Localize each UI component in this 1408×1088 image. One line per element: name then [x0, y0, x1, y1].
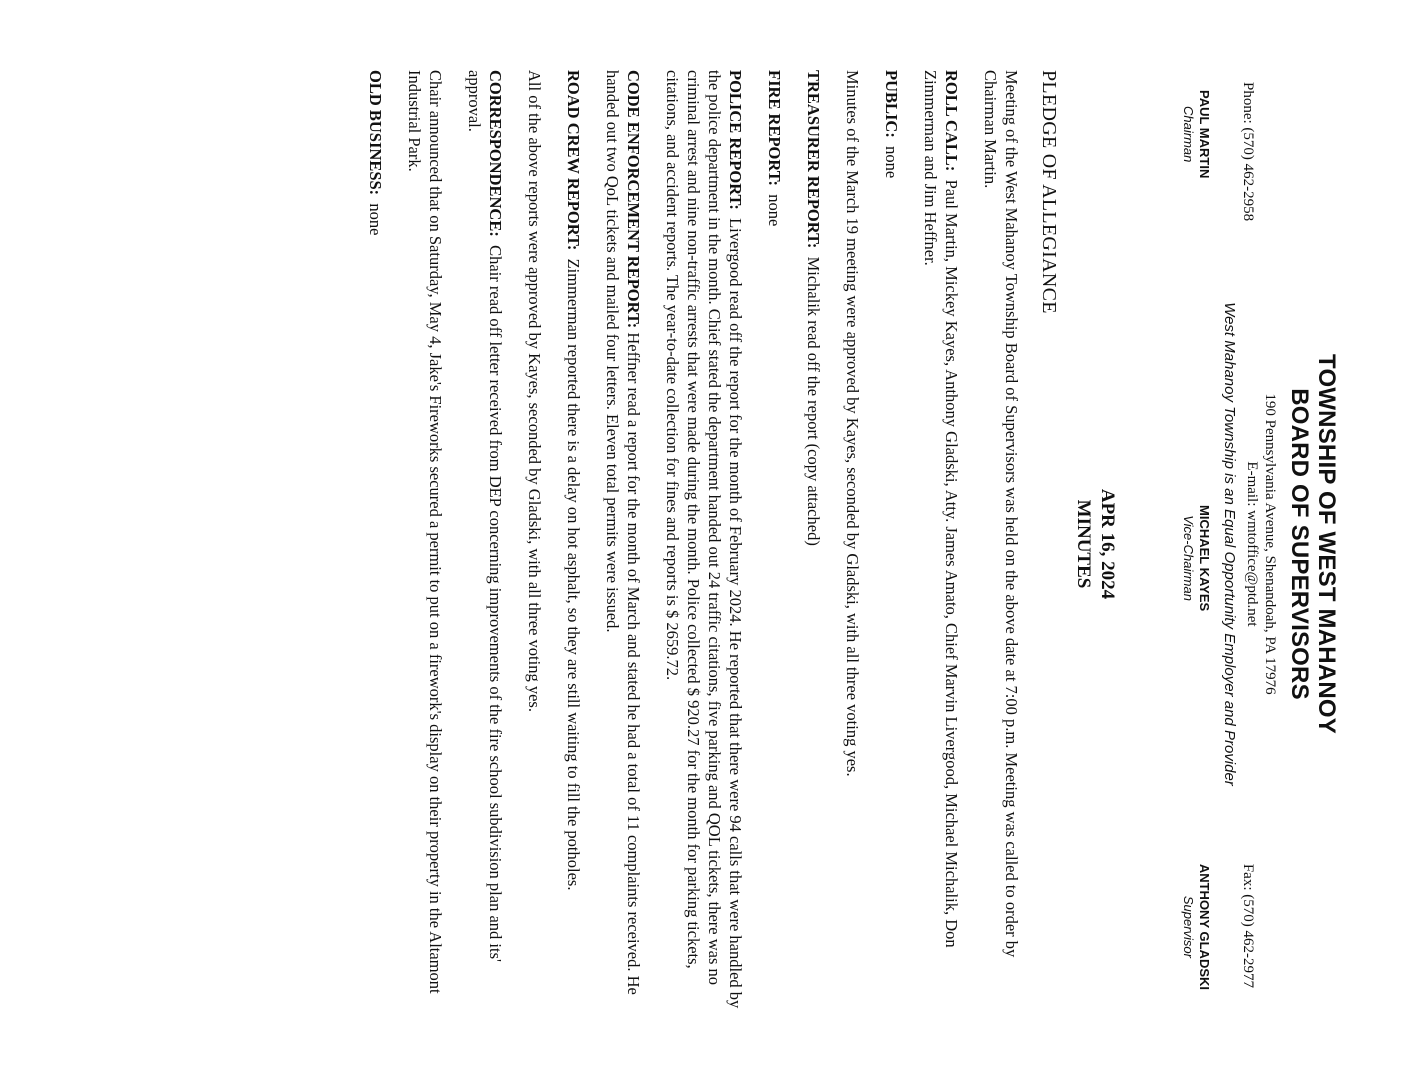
township-address: 190 Pennsylvania Avenue, Shenandoah, PA 17976 — [1262, 393, 1278, 695]
officer-name: MICHAEL KAYES — [1197, 505, 1212, 612]
section-heading: ROAD CREW REPORT: — [564, 70, 583, 251]
pledge-of-allegiance: PLEDGE OF ALLEGIANCE — [1038, 70, 1060, 314]
section-text: Minutes of the March 19 meeting were approved by Kayes, seconded by Gladski, with all three voting yes. — [843, 70, 862, 777]
title-line-2: BOARD OF SUPERVISORS — [1286, 388, 1313, 700]
minutes-body — [365, 70, 1022, 1018]
officer-role: Vice-Chairman — [1181, 515, 1196, 601]
section-heading: CORRESPONDENCE: — [486, 70, 505, 237]
meeting-date: APR 16, 2024 — [1097, 488, 1118, 600]
phone-number: Phone: (570) 462-2958 — [1240, 82, 1256, 222]
document-type: MINUTES — [1073, 499, 1094, 589]
paragraph-call-to-order — [980, 70, 1022, 1018]
section-heading: CODE ENFORCEMENT REPORT: — [624, 70, 643, 329]
section-text: Chair announced that on Saturday, May 4, Jake's Fireworks secured a permit to put on a firework's display on their property in the Altamont Industrial Park. — [405, 70, 445, 994]
paragraph-police-report — [662, 70, 746, 1018]
section-text: Livergood read off the report for the month of February 2024. He reported that there were 94 calls that were handled by the police department in the month. Chief stated the department handed out 24 traffic citations, five parking and QOL tickets, there was no criminal arrest and nine non-traffic arrests that were made during the month. Police collected $ 920.27 for the month for parking tickets, citations, and accident reports. The year-to-date collection for fines and reports is $ 2659.72. — [663, 70, 745, 1009]
section-text: Michalik read off the report (copy attached) — [804, 256, 823, 546]
section-text: Heffner read a report for the month of March and stated he had a total of 11 complaints received. He handed out two QoL tickets and mailed four letters. Eleven total permits were issued. — [603, 70, 643, 995]
township-title — [1286, 70, 1340, 1018]
section-heading: TREASURER REPORT: — [804, 70, 823, 249]
section-heading: ROLL CALL: — [942, 70, 961, 172]
paragraph-correspondence — [464, 70, 506, 1018]
section-text: Paul Martin, Mickey Kayes, Anthony Gladski, Atty. James Amato, Chief Marvin Livergood, Michael Michalik, Don Zimmerman and Jim Heffner. — [921, 70, 961, 948]
paragraph-treasurer-report — [803, 70, 824, 1018]
paragraph-public — [881, 70, 902, 1018]
section-text: none — [765, 194, 784, 227]
officer-chairman — [1180, 90, 1212, 178]
paragraph-minutes-approval — [842, 70, 863, 1018]
fax-number: Fax: (570) 462-2977 — [1240, 863, 1256, 988]
section-text: All of the above reports were approved by Kayes, seconded by Gladski, with all three voting yes. — [525, 70, 544, 712]
officer-supervisor — [1180, 864, 1212, 990]
paragraph-fireworks-announcement — [404, 70, 446, 1018]
letterhead — [1022, 70, 1348, 1018]
paragraph-old-business — [365, 70, 386, 1018]
officer-role: Supervisor — [1181, 895, 1196, 958]
paragraph-roll-call — [920, 70, 962, 1018]
section-heading: POLICE REPORT: — [726, 70, 745, 210]
section-text: Meeting of the West Mahanoy Township Board of Supervisors was held on the above date at 7:00 p.m. Meeting was called to order by Chairman Martin. — [981, 70, 1021, 958]
section-text: none — [366, 203, 385, 236]
officer-name: PAUL MARTIN — [1197, 90, 1212, 179]
paragraph-fire-report — [764, 70, 785, 1018]
officer-name: ANTHONY GLADSKI — [1197, 863, 1212, 990]
paragraph-reports-approval — [524, 70, 545, 1018]
section-heading: FIRE REPORT: — [765, 70, 784, 186]
email-address: E-mail: wmtoffice@ptd.net — [1244, 461, 1260, 627]
section-heading: PUBLIC: — [882, 70, 901, 138]
equal-opportunity-statement: West Mahanoy Township is an Equal Opportunity Employer and Provider — [1221, 302, 1238, 786]
section-text: Chair read off letter received from DEP concerning improvements of the fire school subdivision plan and its' approval. — [465, 70, 505, 962]
paragraph-road-crew-report — [563, 70, 584, 1018]
officer-vice-chairman — [1180, 505, 1212, 611]
title-line-1: TOWNSHIP OF WEST MAHANOY — [1313, 354, 1340, 734]
section-heading: OLD BUSINESS: — [366, 70, 385, 196]
paragraph-code-enforcement-report — [602, 70, 644, 1018]
section-text: none — [882, 146, 901, 179]
section-text: Zimmerman reported there is a delay on hot asphalt, so they are still waiting to fill the potholes. — [564, 258, 583, 891]
officer-role: Chairman — [1181, 106, 1196, 163]
